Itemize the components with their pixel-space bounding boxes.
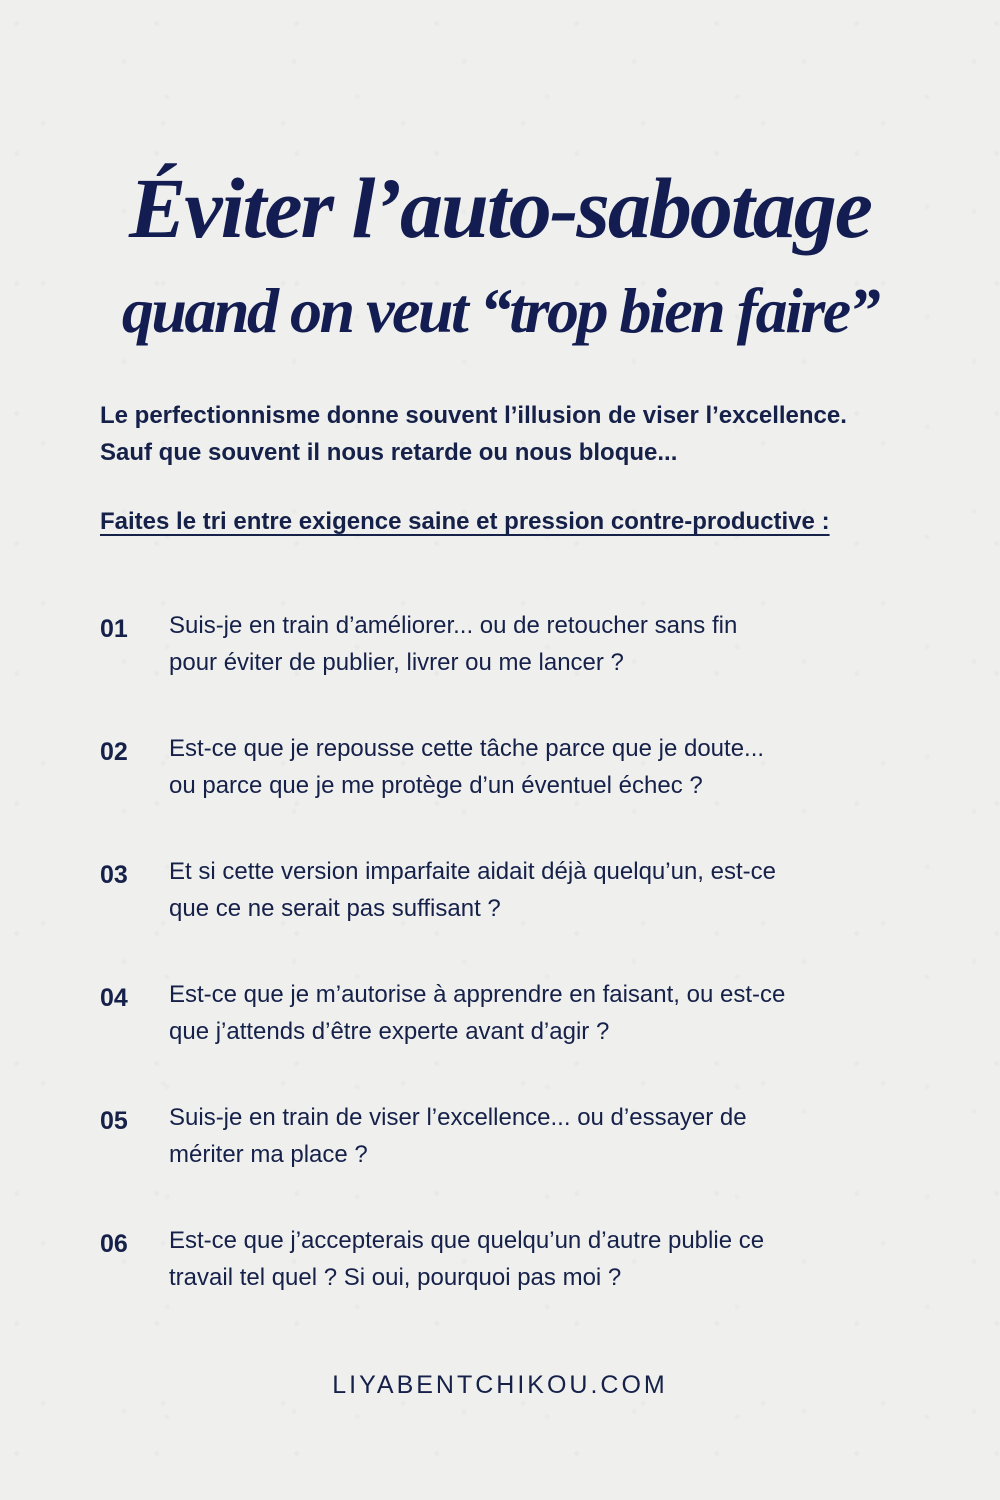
question-line-1: Est-ce que je repousse cette tâche parce que je doute... [169,735,765,762]
title-line-1: Éviter l’auto-sabotage [129,160,871,256]
intro-line-2: Sauf que souvent il nous retarde ou nous bloque... [100,439,678,466]
question-list [100,607,920,1345]
question-line-2: mériter ma place ? [169,1141,368,1168]
question-line-2: ou parce que je me protège d’un éventuel échec ? [169,772,703,799]
section-subheading: Faites le tri entre exigence saine et pression contre-productive : [100,508,830,535]
list-item [100,607,920,730]
question-line-1: Suis-je en train d’améliorer... ou de retoucher sans fin [169,612,738,639]
list-item [100,730,920,853]
title-line-2: quand on veut “trop bien faire” [121,275,879,346]
question-text [169,853,909,927]
question-line-1: Et si cette version imparfaite aidait déjà quelqu’un, est-ce [169,858,776,885]
question-line-1: Suis-je en train de viser l’excellence... ou d’essayer de [169,1104,747,1131]
list-item [100,1099,920,1222]
question-number: 02 [100,738,128,766]
question-line-2: que ce ne serait pas suffisant ? [169,895,501,922]
question-line-1: Est-ce que je m’autorise à apprendre en faisant, ou est-ce [169,981,786,1008]
intro-paragraph [100,397,920,471]
question-line-2: travail tel quel ? Si oui, pourquoi pas moi ? [169,1264,622,1291]
footer-website: LIYABENTCHIKOU.COM [332,1371,668,1399]
question-number: 01 [100,615,128,643]
question-line-2: pour éviter de publier, livrer ou me lancer ? [169,649,624,676]
question-text [169,1222,909,1296]
question-line-1: Est-ce que j’accepterais que quelqu’un d’autre publie ce [169,1227,765,1254]
question-line-2: que j’attends d’être experte avant d’agir ? [169,1018,610,1045]
question-number: 05 [100,1107,128,1135]
list-item [100,1222,920,1345]
question-text [169,730,909,804]
intro-line-1: Le perfectionnisme donne souvent l’illusion de viser l’excellence. [100,402,847,429]
question-text [169,607,909,681]
question-number: 03 [100,861,128,889]
question-text [169,976,909,1050]
question-number: 06 [100,1230,128,1258]
list-item [100,853,920,976]
question-number: 04 [100,984,128,1012]
list-item [100,976,920,1099]
question-text [169,1099,909,1173]
